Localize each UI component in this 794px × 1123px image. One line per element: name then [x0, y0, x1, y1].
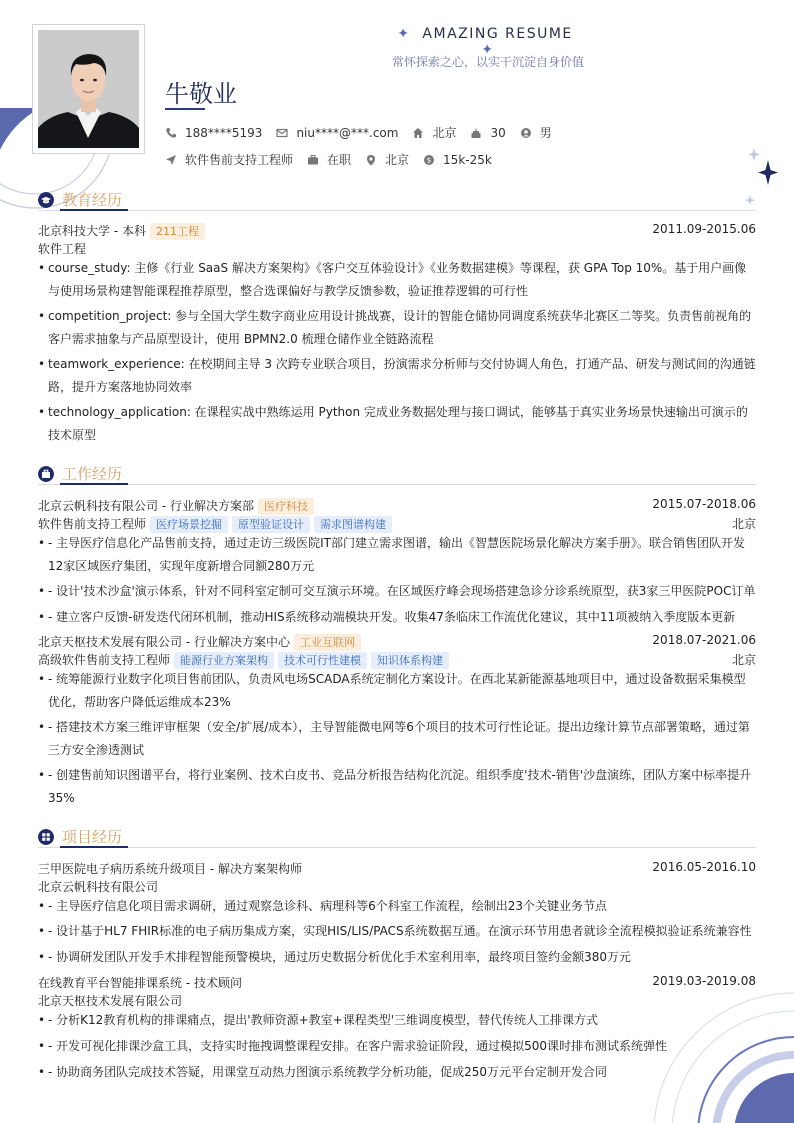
list-item: • - 创建售前知识图谱平台，将行业案例、技术白皮书、竞品分析报告结构化沉淀。组织季度'技术-销售'沙盘演练，团队方案中标率提升35% — [38, 764, 756, 810]
section-divider-accent — [60, 846, 128, 848]
list-item: • - 分析K12教育机构的排课痛点，提出'教师资源+教室+课程类型'三维调度模型，替代传统人工排课方式 — [38, 1009, 756, 1032]
cake-icon — [470, 127, 482, 139]
list-item: • course_study: 主修《行业 SaaS 解决方案架构》《客户交互体验设计》《业务数据建模》等课程，获 GPA Top 10%。基于用户画像与使用场景构建智能课程推荐原型，整合选课偏好与教学反馈参数，验证推荐逻辑的可行性 — [38, 257, 756, 303]
briefcase-icon — [307, 154, 319, 166]
phone-text: 188****5193 — [185, 125, 263, 140]
city-item — [412, 124, 456, 141]
job-date: 2018.07-2021.06 — [652, 633, 756, 647]
email-item — [276, 126, 398, 140]
list-item: • teamwork_experience: 在校期间主导 3 次跨专业联合项目，扮演需求分析师与交付协调人角色，打通产品、研发与测试间的沟通链路，提升方案落地协同效率 — [38, 353, 756, 399]
list-item: • - 主导医疗信息化项目需求调研，通过观察急诊科、病理科等6个科室工作流程，绘制出23个关键业务节点 — [38, 895, 756, 918]
section-title: 项目经历 — [62, 828, 123, 846]
project-name-line — [38, 974, 756, 991]
list-item: • - 开发可视化排课沙盒工具，支持实时拖拽调整课程安排。在客户需求验证阶段，通过模拟500课时排布测试系统弹性 — [38, 1035, 756, 1058]
section-divider — [38, 847, 756, 848]
project-name: 在线教育平台智能排课系统 - 技术顾问 — [38, 976, 242, 990]
location-pin-icon — [365, 154, 377, 166]
role-text: 高级软件售前支持工程师 — [38, 653, 171, 667]
education-date: 2011.09-2015.06 — [652, 222, 756, 236]
skill-tag: 技术可行性建模 — [278, 652, 367, 669]
candidate-name: 牛敬业 — [165, 80, 237, 108]
age-text: 30 — [490, 125, 506, 140]
contact-row — [165, 124, 566, 141]
project-company: 北京天枢技术发展有限公司 — [38, 994, 183, 1008]
section-title: 教育经历 — [62, 191, 123, 209]
resume-title-text: AMAZING RESUME — [422, 26, 573, 42]
email-text: niu****@***.com — [296, 125, 399, 140]
salary-text: 15k-25k — [443, 152, 492, 167]
industry-tag: 工业互联网 — [294, 634, 361, 651]
school-text: 北京科技大学 - 本科 — [38, 224, 146, 238]
education-major: 软件工程 — [38, 242, 87, 256]
company-text: 北京云帆科技有限公司 - 行业解决方案部 — [38, 499, 254, 513]
job-role-line — [38, 515, 756, 533]
svg-text:$: $ — [426, 156, 432, 165]
send-icon — [165, 154, 177, 166]
money-icon — [423, 154, 435, 166]
project-company: 北京云帆科技有限公司 — [38, 880, 159, 894]
section-divider-accent — [60, 209, 128, 211]
gender-item — [520, 124, 552, 141]
name-underline — [165, 108, 205, 110]
salary-item — [423, 153, 492, 167]
status-item — [307, 151, 351, 168]
section-divider — [38, 484, 756, 485]
portrait-illustration — [38, 30, 139, 148]
job-location: 北京 — [731, 653, 756, 667]
list-item: • - 建立客户反馈-研发迭代闭环机制，推动HIS系统移动端模块开发。收集47条临床工作流优化建议，其中11项被纳入季度版本更新 — [38, 606, 756, 629]
list-item: • - 设计基于HL7 FHIR标准的电子病历集成方案，实现HIS/LIS/PACS系统数据互通。在演示环节用患者就诊全流程模拟验证系统兼容性 — [38, 920, 756, 943]
status-text: 在职 — [327, 153, 352, 167]
skill-tag: 原型验证设计 — [232, 516, 310, 533]
project-name: 三甲医院电子病历系统升级项目 - 解决方案架构师 — [38, 862, 302, 876]
skill-tag: 需求图谱构建 — [314, 516, 392, 533]
job-location: 北京 — [731, 517, 756, 531]
job-company-line — [38, 633, 756, 651]
email-icon — [276, 127, 288, 139]
phone-icon — [165, 127, 177, 139]
gender-text: 男 — [539, 126, 552, 140]
phone-item — [165, 126, 262, 140]
list-item: • - 主导医疗信息化产品售前支持，通过走访三级医院IT部门建立需求图谱，输出《智慧医院场景化解决方案手册》。联合销售团队开发12家区域医疗集团，实现年度新增合同额280万元 — [38, 532, 756, 578]
skill-tag: 能源行业方案架构 — [174, 652, 274, 669]
project-date: 2016.05-2016.10 — [652, 860, 756, 874]
expected-city-text: 北京 — [385, 153, 410, 167]
list-item: • - 协助商务团队完成技术答疑，用课堂互动热力图演示系统教学分析功能，促成250万元平台定制开发合同 — [38, 1061, 756, 1084]
section-education — [38, 189, 756, 211]
list-item: • - 设计'技术沙盒'演示体系，针对不同科室定制可交互演示环境。在区域医疗峰会现场搭建急诊分诊系统原型，获3家三甲医院POC订单 — [38, 580, 756, 603]
age-item — [470, 126, 505, 140]
job-target-item — [165, 151, 293, 168]
home-icon — [412, 127, 424, 139]
expected-city-item — [365, 151, 409, 168]
section-divider-accent — [60, 483, 128, 485]
section-divider — [38, 210, 756, 211]
profile-photo-frame — [32, 24, 145, 154]
section-projects — [38, 826, 756, 848]
skill-tag: 医疗场景挖掘 — [150, 516, 228, 533]
section-title: 工作经历 — [62, 465, 123, 483]
job-role-line — [38, 651, 756, 669]
city-text: 北京 — [432, 126, 457, 140]
intent-row — [165, 151, 506, 168]
avatar — [38, 30, 139, 148]
list-item: • technology_application: 在课程实战中熟练运用 Python 完成业务数据处理与接口调试，能够基于真实业务场景快速输出可演示的技术原型 — [38, 401, 756, 447]
briefcase-icon — [38, 466, 54, 482]
school-tag: 211工程 — [150, 223, 205, 240]
section-work — [38, 463, 756, 485]
star-icon: ✦ — [397, 26, 411, 42]
star-icon: ✦ — [481, 42, 495, 58]
industry-tag: 医疗科技 — [258, 498, 314, 515]
grid-icon — [38, 829, 54, 845]
skill-tag: 知识体系构建 — [371, 652, 449, 669]
job-company-line — [38, 497, 756, 515]
education-school-line — [38, 222, 756, 240]
project-name-line — [38, 860, 756, 877]
list-item: • - 协调研发团队开发手术排程智能预警模块，通过历史数据分析优化手术室利用率，最终项目签约金额380万元 — [38, 946, 756, 969]
job-date: 2015.07-2018.06 — [652, 497, 756, 511]
company-text: 北京天枢技术发展有限公司 - 行业解决方案中心 — [38, 635, 290, 649]
slogan: 常怀探索之心，以实干沉淀自身价值 — [391, 55, 584, 69]
job-target-text: 软件售前支持工程师 — [185, 153, 294, 167]
graduation-cap-icon — [38, 192, 54, 208]
list-item: • competition_project: 参与全国大学生数字商业应用设计挑战赛，设计的智能仓储协同调度系统获华北赛区二等奖。负责售前视角的客户需求抽象与产品原型设计，使用 BPMN2.0 梳理仓储作业全链路流程 — [38, 305, 756, 351]
list-item: • - 统筹能源行业数字化项目售前团队，负责风电场SCADA系统定制化方案设计。在西北某新能源基地项目中，通过设备数据采集模型优化，帮助客户降低运维成本23% — [38, 668, 756, 714]
person-icon — [520, 127, 532, 139]
list-item: • - 搭建技术方案三维评审框架（安全/扩展/成本），主导智能微电网等6个项目的技术可行性论证。提出边缘计算节点部署策略，通过第三方安全渗透测试 — [38, 716, 756, 762]
project-date: 2019.03-2019.08 — [652, 974, 756, 988]
role-text: 软件售前支持工程师 — [38, 517, 147, 531]
